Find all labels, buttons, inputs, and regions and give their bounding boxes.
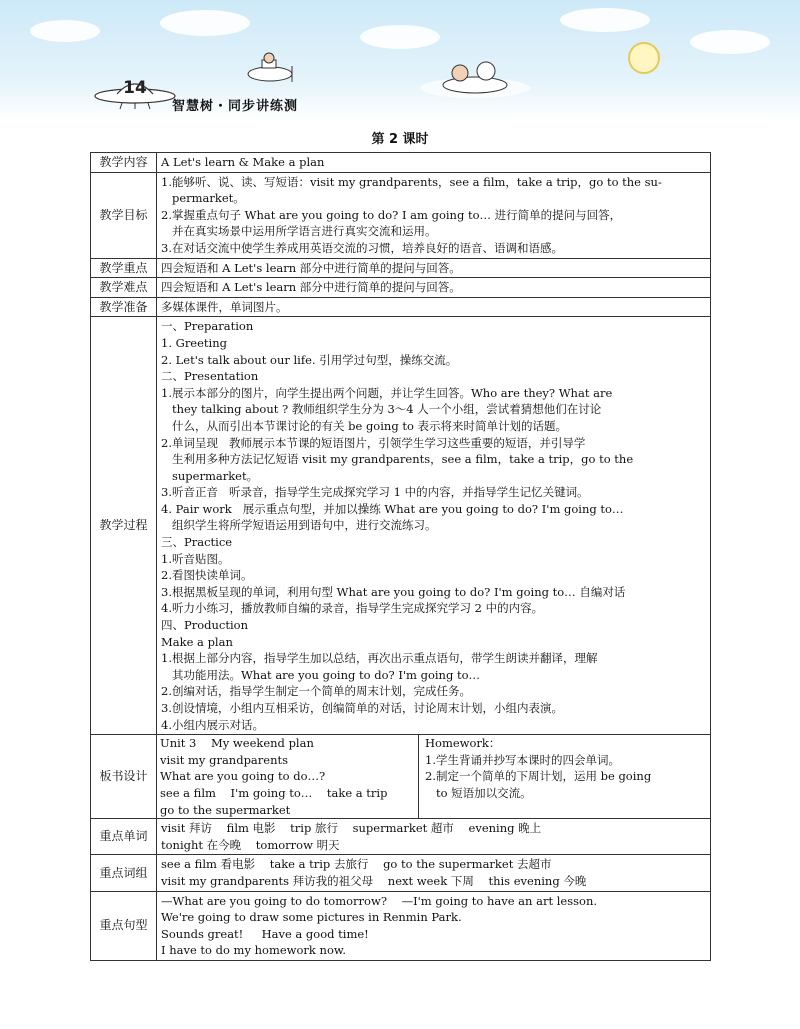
row-vocab — [91, 819, 711, 855]
cloud — [690, 30, 770, 54]
sun-icon — [628, 42, 660, 74]
text-line: 1.学生背诵并抄写本课时的四会单词。 — [425, 752, 620, 767]
text-line: 生利用多种方法记忆短语 visit my grandparents，see a film，take a trip，go to the — [161, 452, 634, 467]
header-banner — [0, 0, 800, 120]
text-line: 四会短语和 A Let's learn 部分中进行简单的提问与回答。 — [161, 280, 461, 295]
row-sentences — [91, 891, 711, 960]
row-label: 教学准备 — [91, 297, 157, 317]
text-line: 一、Preparation — [161, 319, 254, 334]
row-label: 教学过程 — [91, 317, 157, 735]
row-phrases — [91, 855, 711, 891]
row-content — [91, 153, 711, 173]
text-line: 1.根据上部分内容，指导学生加以总结，再次出示重点语句，带学生朗读并翻译，理解 — [161, 651, 598, 666]
text-line: 2. Let's talk about our life. 引用学过句型，操练交流。 — [161, 352, 458, 367]
text-line: 3.创设情境，小组内互相采访，创编简单的对话，讨论周末计划，小组内表演。 — [161, 701, 563, 715]
text-line: 组织学生将所学短语运用到语句中，进行交流练习。 — [161, 518, 437, 533]
row-board-design — [91, 735, 711, 819]
row-body — [157, 297, 711, 317]
board-right — [419, 735, 654, 818]
children-icon — [440, 55, 510, 95]
row-body — [157, 153, 711, 173]
row-body — [157, 278, 711, 298]
text-line: 4.小组内展示对话。 — [161, 717, 264, 732]
text-line: see a film 看电影 take a trip 去旅行 go to the supermarket 去超市 — [161, 857, 552, 872]
text-line: I have to do my homework now. — [161, 943, 347, 958]
row-body — [157, 891, 711, 960]
text-line: A Let's learn & Make a plan — [161, 155, 325, 169]
row-body — [157, 819, 711, 855]
text-line: supermarket。 — [161, 468, 259, 483]
text-line: 3.在对话交流中使学生养成用英语交流的习惯，培养良好的语音、语调和语感。 — [161, 240, 563, 255]
row-body — [157, 317, 711, 735]
row-body — [157, 735, 711, 819]
row-body — [157, 258, 711, 278]
airplane-icon — [240, 50, 300, 90]
text-line: 2.看图快读单词。 — [161, 568, 253, 583]
row-label: 重点单词 — [91, 819, 157, 855]
text-line: to 短语加以交流。 — [425, 785, 532, 800]
row-label: 教学重点 — [91, 258, 157, 278]
text-line: go to the supermarket — [160, 802, 291, 817]
text-line: 1.听音贴图。 — [161, 551, 230, 566]
text-line: 2.掌握重点句子 What are you going to do? I am going to… 进行简单的提问与回答， — [161, 207, 622, 222]
board-left — [157, 735, 419, 818]
text-line: 并在真实场景中运用所学语言进行真实交流和运用。 — [161, 224, 437, 239]
text-line: 1. Greeting — [161, 335, 227, 350]
text-line: 1.能够听、说、读、写短语：visit my grandparents，see a film，take a trip，go to the su- — [161, 174, 662, 189]
row-key-points — [91, 258, 711, 278]
text-line: We're going to draw some pictures in Renmin Park. — [161, 910, 462, 925]
text-line: 二、Presentation — [161, 369, 259, 384]
text-line: 4. Pair work 展示重点句型，并加以操练 What are you going to do? I'm going to… — [161, 501, 624, 516]
text-line: tonight 在今晚 tomorrow 明天 — [161, 837, 340, 852]
series-title: 智慧树・同步讲练测 — [172, 99, 299, 114]
row-body — [157, 855, 711, 891]
text-line: —What are you going to do tomorrow? —I'm going to have an art lesson. — [161, 893, 598, 908]
text-line: 三、Practice — [161, 535, 233, 550]
text-line: Homework： — [425, 736, 501, 751]
text-line: Sounds great! Have a good time! — [161, 926, 369, 941]
text-line: 3.听音正音 听录音，指导学生完成探究学习 1 中的内容，并指导学生记忆关键词。 — [161, 485, 589, 500]
row-body — [157, 172, 711, 258]
lesson-title: 第 2 课时 — [371, 132, 429, 147]
text-line: 3.根据黑板呈现的单词，利用句型 What are you going to do? I'm going to… 自编对话 — [161, 584, 626, 599]
row-process — [91, 317, 711, 735]
text-line: 四会短语和 A Let's learn 部分中进行简单的提问与回答。 — [161, 260, 461, 275]
row-label: 教学难点 — [91, 278, 157, 298]
text-line: permarket。 — [161, 191, 245, 206]
row-label: 板书设计 — [91, 735, 157, 819]
text-line: 2.制定一个简单的下周计划，运用 be going — [425, 769, 652, 784]
row-goals — [91, 172, 711, 258]
text-line: visit my grandparents 拜访我的祖父母 next week 下周 this evening 今晚 — [161, 873, 587, 888]
text-line: they talking about ? 教师组织学生分为 3～4 人一个小组，尝试着猜想他们在讨论 — [161, 402, 602, 417]
text-line: Unit 3 My weekend plan — [160, 736, 314, 751]
cloud — [560, 8, 650, 32]
row-label: 重点句型 — [91, 891, 157, 960]
page-number: 14 — [123, 78, 147, 98]
row-difficulties — [91, 278, 711, 298]
text-line: see a film I'm going to… take a trip — [160, 785, 388, 800]
text-line: 2.创编对话，指导学生制定一个简单的周末计划，完成任务。 — [161, 684, 471, 699]
text-line: 四、Production — [161, 618, 248, 633]
row-label: 教学内容 — [91, 153, 157, 173]
text-line: What are you going to do…? — [160, 769, 326, 784]
cloud — [160, 10, 250, 36]
text-line: 1.展示本部分的图片，向学生提出两个问题，并让学生回答。Who are they? What are — [161, 385, 613, 400]
text-line: visit my grandparents — [160, 752, 289, 767]
cloud — [30, 20, 100, 42]
text-line: visit 拜访 film 电影 trip 旅行 supermarket 超市 evening 晚上 — [161, 821, 542, 836]
text-line: 多媒体课件，单词图片。 — [161, 299, 288, 314]
text-line: 2.单词呈现 教师展示本节课的短语图片，引领学生学习这些重要的短语，并引导学 — [161, 435, 586, 450]
text-line: Make a plan — [161, 634, 233, 649]
cloud — [360, 25, 440, 49]
row-label: 教学目标 — [91, 172, 157, 258]
row-preparation — [91, 297, 711, 317]
text-line: 其功能用法。What are you going to do? I'm going to… — [161, 667, 481, 682]
lesson-plan-table — [90, 152, 711, 961]
board-layout — [157, 735, 710, 818]
text-line: 4.听力小练习，播放教师自编的录音，指导学生完成探究学习 2 中的内容。 — [161, 601, 544, 616]
row-label: 重点词组 — [91, 855, 157, 891]
text-line: 什么，从而引出本节课讨论的有关 be going to 表示将来时简单计划的话题。 — [161, 418, 568, 433]
